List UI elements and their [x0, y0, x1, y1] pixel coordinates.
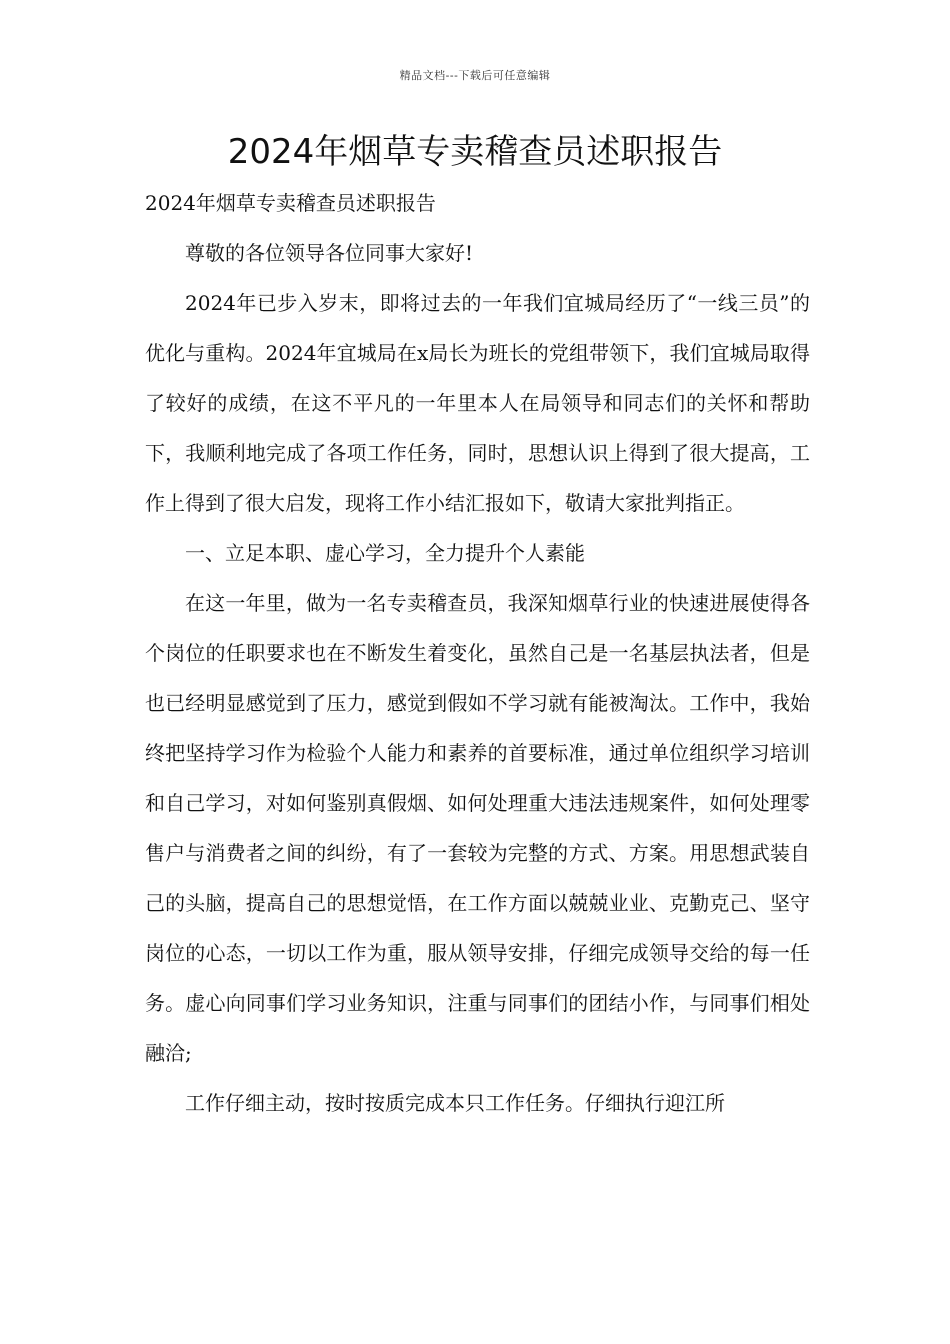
section-heading: 一、立足本职、虚心学习，全力提升个人素能 — [185, 541, 585, 565]
page-header-note: 精品文档---下载后可任意编辑 — [399, 69, 551, 82]
body-paragraph: 在这一年里，做为一名专卖稽查员，我深知烟草行业的快速进展使得各个岗位的任职要求也在不断发生着变化，虽然自己是一名基层执法者，但是也已经明显感觉到了压力，感觉到假如不学习就有能被淘汰。工作中，我始终把坚持学习作为检验个人能力和素养的首要标准，通过单位组织学习培训和自己学习，对如何鉴别真假烟、如何处理重大违法违规案件，如何处理零售户与消费者之间的纠纷，有了一套较为完整的方式、方案。用思想武装自己的头脑，提高自己的思想觉悟，在工作方面以兢兢业业、克勤克己、坚守岗位的心态，一切以工作为重，服从领导安排，仔细完成领导交给的每一任务。虚心向同事们学习业务知识，注重与同事们的团结小作，与同事们相处融洽; — [145, 591, 810, 1065]
subtitle-paragraph: 2024年烟草专卖稽查员述职报告 — [145, 191, 436, 215]
document-title: 2024年烟草专卖稽查员述职报告 — [227, 132, 723, 172]
salutation-paragraph: 尊敬的各位领导各位同事大家好! — [185, 241, 474, 265]
document-body — [145, 178, 810, 1128]
intro-paragraph: 2024年已步入岁末，即将过去的一年我们宜城局经历了“一线三员”的优化与重构。2024年宜城局在x局长为班长的党组带领下，我们宜城局取得了较好的成绩，在这不平凡的一年里本人在局领导和同志们的关怀和帮助下，我顺利地完成了各项工作任务，同时，思想认识上得到了很大提高，工作上得到了很大启发，现将工作小结汇报如下，敬请大家批判指正。 — [145, 291, 810, 515]
body-paragraph-continued: 工作仔细主动，按时按质完成本只工作任务。仔细执行迎江所 — [185, 1091, 725, 1115]
